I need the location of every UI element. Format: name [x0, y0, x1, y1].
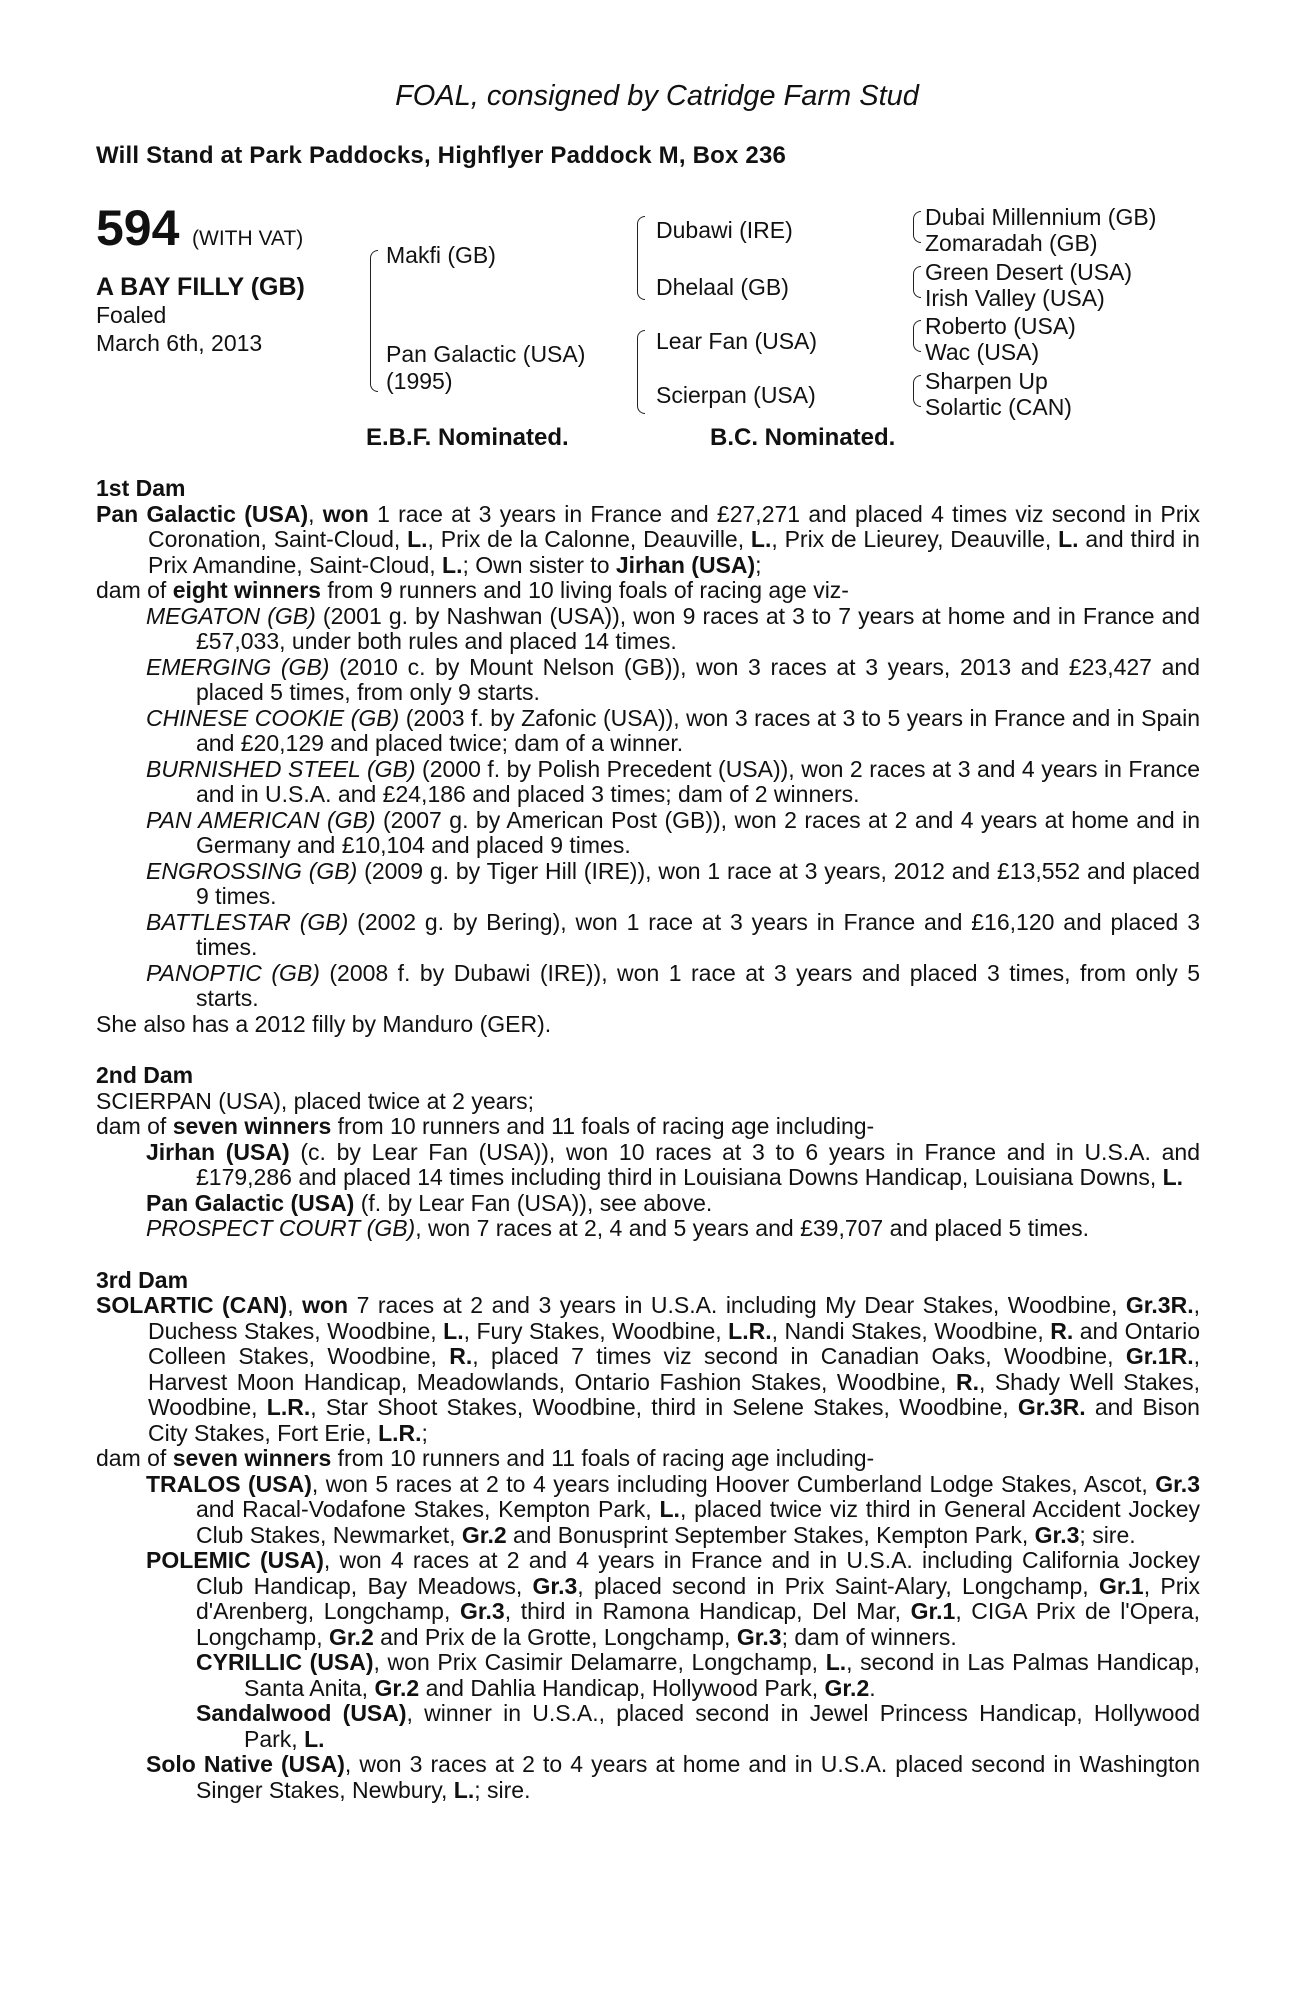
- offspring-entry: Solo Native (USA), won 3 races at 2 to 4 years at home and in U.S.A. placed second in Washington Singer Stakes, Newbury, L.; sire.: [146, 1751, 1200, 1803]
- first-dam-also: She also has a 2012 filly by Manduro (GER).: [96, 1010, 552, 1037]
- third-dam-section: [96, 1268, 1200, 1804]
- offspring-entry: MEGATON (GB) (2001 g. by Nashwan (USA)), won 9 races at 3 to 7 years at home and in France and £57,033, under both rules and placed 14 times.: [146, 602, 1200, 654]
- dd-sire-name: Sharpen Up: [925, 368, 1048, 394]
- dam-history: [96, 476, 1200, 1829]
- first-dam-section: [96, 476, 1200, 1037]
- ebf-nominated: E.B.F. Nominated.: [366, 424, 569, 451]
- dam-sire-name: Lear Fan (USA): [656, 328, 818, 354]
- offspring-entry: Jirhan (USA) (c. by Lear Fan (USA)), won 10 races at 3 to 6 years in France and in U.S.A. and £179,286 and placed 14 times including third in Louisiana Downs Handicap, Louisiana Downs, L.: [146, 1138, 1200, 1190]
- pedigree-brace-ss: [913, 211, 921, 243]
- pedigree-brace-dam: [637, 330, 645, 414]
- pedigree-brace-ds: [913, 320, 921, 352]
- first-dam-heading: 1st Dam: [96, 475, 186, 501]
- second-dam-heading: 2nd Dam: [96, 1062, 194, 1088]
- foaled-label: Foaled: [96, 302, 167, 328]
- offspring-entry: Pan Galactic (USA) (f. by Lear Fan (USA)), see above.: [146, 1189, 713, 1216]
- stand-location: Will Stand at Park Paddocks, Highflyer Paddock M, Box 236: [96, 142, 787, 169]
- second-dam-summary: SCIERPAN (USA), placed twice at 2 years;: [96, 1087, 534, 1114]
- offspring-entry: CHINESE COOKIE (GB) (2003 f. by Zafonic (USA)), won 3 races at 3 to 5 years in France and in Spain and £20,129 and placed twice; dam of a winner.: [146, 704, 1200, 756]
- first-dam-produce: dam of eight winners from 9 runners and 10 living foals of racing age viz-: [96, 577, 849, 603]
- foaled-date: March 6th, 2013: [96, 330, 263, 356]
- offspring-entry: BURNISHED STEEL (GB) (2000 f. by Polish Precedent (USA)), won 2 races at 3 and 4 years in France and in U.S.A. and £24,186 and placed 3 times; dam of 2 winners.: [146, 755, 1200, 807]
- sd-sire-name: Green Desert (USA): [925, 259, 1133, 285]
- ss-dam-name: Zomaradah (GB): [925, 230, 1098, 256]
- sire-name: Makfi (GB): [386, 242, 496, 268]
- offspring-entry: BATTLESTAR (GB) (2002 g. by Bering), won 1 race at 3 years in France and £16,120 and placed 3 times.: [146, 908, 1200, 960]
- ss-sire-name: Dubai Millennium (GB): [925, 204, 1157, 230]
- third-dam-summary: SOLARTIC (CAN), won 7 races at 2 and 3 years in U.S.A. including My Dear Stakes, Woodbine, Gr.3R., Duchess Stakes, Woodbine, L., Fury Stakes, Woodbine, L.R., Nandi Stakes, Woodbine, R. and Ontario Colleen Stakes, Woodbine, R., placed 7 times viz second in Canadian Oaks, Woodbine, Gr.1R., Harvest Moon Handicap, Meadowlands, Ontario Fashion Stakes, Woodbine, R., Shady Well Stakes, Woodbine, L.R., Star Shoot Stakes, Woodbine, third in Selene Stakes, Woodbine, Gr.3R. and Bison City Stakes, Fort Erie, L.R.;: [96, 1292, 1200, 1446]
- pedigree-brace-sd: [913, 266, 921, 298]
- grand-offspring-entry: Sandalwood (USA), winner in U.S.A., placed second in Jewel Princess Handicap, Hollywood Park, L.: [196, 1700, 1200, 1752]
- lot-number: 594: [96, 200, 180, 256]
- second-dam-produce: dam of seven winners from 10 runners and 11 foals of racing age including-: [96, 1113, 875, 1139]
- offspring-entry: ENGROSSING (GB) (2009 g. by Tiger Hill (IRE)), won 1 race at 3 years, 2012 and £13,552 and placed 9 times.: [146, 857, 1200, 909]
- grand-offspring-entry: CYRILLIC (USA), won Prix Casimir Delamarre, Longchamp, L., second in Las Palmas Handicap, Santa Anita, Gr.2 and Dahlia Handicap, Hollywood Park, Gr.2.: [196, 1649, 1200, 1701]
- dd-dam-name: Solartic (CAN): [925, 394, 1072, 420]
- offspring-entry: PAN AMERICAN (GB) (2007 g. by American Post (GB)), won 2 races at 2 and 4 years at home and in Germany and £10,104 and placed 9 times.: [146, 806, 1200, 858]
- sd-dam-name: Irish Valley (USA): [925, 285, 1105, 311]
- dam-name: Pan Galactic (USA): [386, 341, 586, 367]
- ds-sire-name: Roberto (USA): [925, 313, 1076, 339]
- sire-dam-name: Dhelaal (GB): [656, 274, 789, 300]
- third-dam-heading: 3rd Dam: [96, 1266, 189, 1293]
- vat-label: (WITH VAT): [192, 227, 304, 250]
- bc-nominated: B.C. Nominated.: [710, 424, 896, 451]
- second-dam-section: [96, 1063, 1200, 1242]
- pedigree-brace-main: [370, 250, 378, 392]
- pedigree-brace-sire: [637, 216, 645, 300]
- sire-sire-name: Dubawi (IRE): [656, 217, 793, 243]
- third-dam-produce: dam of seven winners from 10 runners and 11 foals of racing age including-: [96, 1445, 875, 1471]
- foaled-info: [96, 301, 262, 357]
- pedigree-brace-dd: [913, 375, 921, 407]
- offspring-entry: POLEMIC (USA), won 4 races at 2 and 4 years in France and in U.S.A. including California Jockey Club Handicap, Bay Meadows, Gr.3, placed second in Prix Saint-Alary, Longchamp, Gr.1, Prix d'Arenberg, Longchamp, Gr.3, third in Ramona Handicap, Del Mar, Gr.1, CIGA Prix de l'Opera, Longchamp, Gr.2 and Prix de la Grotte, Longchamp, Gr.3; dam of winners.: [146, 1547, 1201, 1650]
- offspring-entry: EMERGING (GB) (2010 c. by Mount Nelson (GB)), won 3 races at 3 years, 2013 and £23,427 and placed 5 times, from only 9 starts.: [146, 653, 1200, 705]
- dam-year: (1995): [386, 368, 453, 394]
- horse-name: A BAY FILLY (GB): [96, 273, 305, 301]
- ds-dam-name: Wac (USA): [925, 339, 1040, 365]
- offspring-entry: TRALOS (USA), won 5 races at 2 to 4 years including Hoover Cumberland Lodge Stakes, Ascot, Gr.3 and Racal-Vodafone Stakes, Kempton Park, L., placed twice viz third in General Accident Jockey Club Stakes, Newmarket, Gr.2 and Bonusprint September Stakes, Kempton Park, Gr.3; sire.: [146, 1470, 1200, 1548]
- consignor-title: FOAL, consigned by Catridge Farm Stud: [395, 80, 919, 112]
- first-dam-summary: Pan Galactic (USA), won 1 race at 3 years in France and £27,271 and placed 4 times viz second in Prix Coronation, Saint-Cloud, L., Prix de la Calonne, Deauville, L., Prix de Lieurey, Deauville, L. and third in Prix Amandine, Saint-Cloud, L.; Own sister to Jirhan (USA);: [96, 500, 1200, 578]
- dam-dam-name: Scierpan (USA): [656, 382, 816, 408]
- offspring-entry: PANOPTIC (GB) (2008 f. by Dubawi (IRE)), won 1 race at 3 years and placed 3 times, from only 5 starts.: [146, 959, 1200, 1011]
- offspring-entry: PROSPECT COURT (GB), won 7 races at 2, 4 and 5 years and £39,707 and placed 5 times.: [146, 1215, 1090, 1241]
